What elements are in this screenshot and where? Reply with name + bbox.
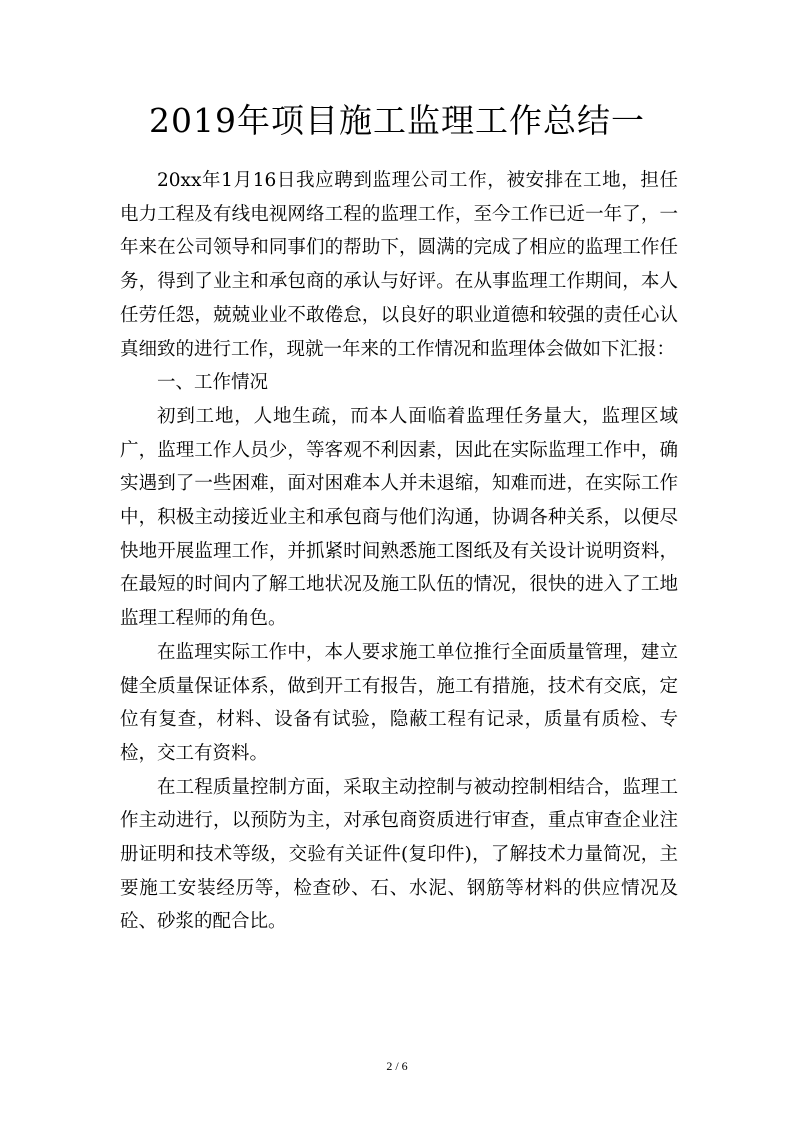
paragraph-initial-arrival: 初到工地，人地生疏，而本人面临着监理任务量大，监理区域广，监理工作人员少，等客观不利因素，因此在实际监理工作中，确实遇到了一些困难，面对困难本人并未退缩，知难而进，在实际工作中，积极主动接近业主和承包商与他们沟通，协调各种关系，以便尽快地开展监理工作，并抓紧时间熟悉施工图纸及有关设计说明资料，在最短的时间内了解工地状况及施工队伍的情况，很快的进入了工地监理工程师的角色。 [120,405,678,630]
page-number: 2 / 6 [386,1059,408,1073]
document-body [120,164,678,939]
paragraph-quality-control: 在工程质量控制方面，采取主动控制与被动控制相结合，监理工作主动进行，以预防为主，对承包商资质进行审查，重点审查企业注册证明和技术等级，交验有关证件(复印件)，了解技术力量简况，主要施工安装经历等，检查砂、石、水泥、钢筋等材料的供应情况及砼、砂浆的配合比。 [120,776,678,933]
document-title: 2019年项目施工监理工作总结一 [149,101,645,140]
paragraph-intro: 20xx年1月16日我应聘到监理公司工作，被安排在工地，担任电力工程及有线电视网络工程的监理工作，至今工作已近一年了，一年来在公司领导和同事们的帮助下，圆满的完成了相应的监理工作任务，得到了业主和承包商的承认与好评。在从事监理工作期间，本人任劳任怨，兢兢业业不敢倦怠，以良好的职业道德和较强的责任心认真细致的进行工作，现就一年来的工作情况和监理体会做如下汇报： [120,170,678,360]
section-heading-work-situation: 一、工作情况 [157,372,269,394]
paragraph-quality-management: 在监理实际工作中，本人要求施工单位推行全面质量管理，建立健全质量保证体系，做到开工有报告，施工有措施，技术有交底，定位有复查，材料、设备有试验，隐蔽工程有记录，质量有质检、专检，交工有资料。 [120,641,678,764]
